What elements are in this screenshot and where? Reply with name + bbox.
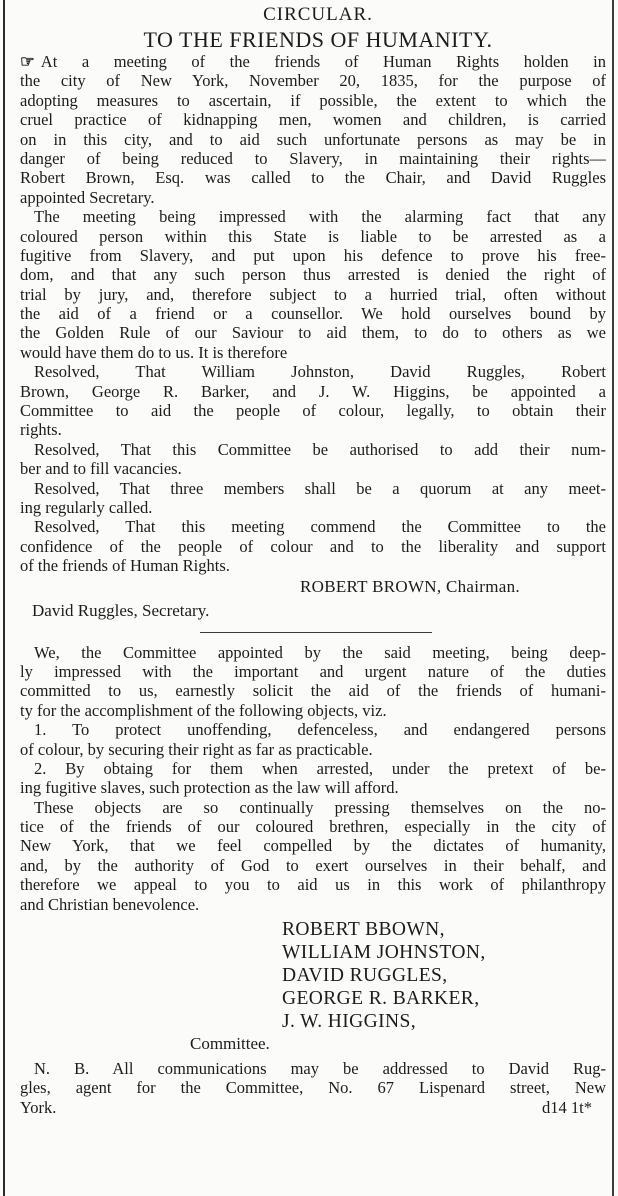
text-line: danger of being reduced to Slavery, in maintaining their rights— bbox=[20, 148, 606, 168]
section-divider bbox=[200, 632, 432, 633]
circular-article bbox=[20, 2, 606, 1117]
text-line: of colour, by securing their right as far as practicable. bbox=[20, 739, 373, 759]
text-line: of the friends of Human Rights. bbox=[20, 556, 230, 576]
signatory-name: ROBERT BBOWN, bbox=[282, 919, 445, 941]
text-line: committed to us, earnestly solicit the aid of the friends of humani- bbox=[20, 681, 606, 701]
resolution-commend bbox=[20, 517, 606, 575]
text-line: ing regularly called. bbox=[20, 497, 153, 517]
text-line: ing fugitive slaves, such protection as the law will afford. bbox=[20, 778, 399, 798]
text-line: the Golden Rule of our Saviour to aid them, to do to others as we bbox=[20, 323, 606, 343]
nb-final-row bbox=[20, 1098, 606, 1117]
text-line: therefore we appeal to you to aid us in this work of philanthropy bbox=[20, 875, 606, 895]
text-line: appointed Secretary. bbox=[20, 187, 155, 207]
text-line: New York, that we feel compelled by the dictates of humanity, bbox=[20, 836, 606, 856]
text-line: would have them do to us. It is therefore bbox=[20, 342, 288, 362]
impression-paragraph bbox=[20, 207, 606, 362]
nota-bene bbox=[20, 1059, 606, 1117]
committee-signatures bbox=[20, 918, 606, 1033]
signatory-name: GEORGE R. BARKER, bbox=[282, 988, 480, 1010]
text-line: confidence of the people of colour and to the liberality and support bbox=[20, 536, 606, 556]
chairman-signature: ROBERT BROWN, Chairman. bbox=[300, 576, 520, 596]
text-line: 1. To protect unoffending, defenceless, and endangered persons bbox=[34, 720, 606, 740]
text-line: ly impressed with the important and urgent nature of the duties bbox=[20, 661, 606, 681]
object-two bbox=[20, 759, 606, 798]
resolution-quorum bbox=[20, 479, 606, 518]
resolution-authorise bbox=[20, 440, 606, 479]
signatory-name: WILLIAM JOHNSTON, bbox=[282, 942, 486, 964]
text-line: We, the Committee appointed by the said meeting, being deep- bbox=[34, 642, 606, 662]
insertion-code: d14 1t* bbox=[542, 1097, 592, 1117]
right-column-rule bbox=[612, 0, 614, 1196]
text-line: The meeting being impressed with the alarming fact that any bbox=[34, 207, 606, 227]
text-line: and Christian benevolence. bbox=[20, 894, 200, 914]
text-line: fugitive from Slavery, and put upon his defence to prove his free- bbox=[20, 245, 606, 265]
text-line: on in this city, and to aid such unfortunate persons as may be in bbox=[20, 129, 606, 149]
text-line: the city of New York, November 20, 1835, for the purpose of bbox=[20, 71, 606, 91]
manicule-icon: ☞ bbox=[20, 52, 35, 71]
text-line: adopting measures to ascertain, if possible, the extent to which the bbox=[20, 90, 606, 110]
text-line: Resolved, That this meeting commend the Committee to the bbox=[34, 517, 606, 537]
left-column-rule bbox=[3, 0, 5, 1196]
text-line: Resolved, That this Committee be authorised to add their num- bbox=[34, 439, 606, 459]
text-line: tice of the friends of our coloured brethren, especially in the city of bbox=[20, 817, 606, 837]
text-line: Resolved, That three members shall be a quorum at any meet- bbox=[34, 478, 606, 498]
meeting-paragraph bbox=[20, 52, 606, 207]
text-line: rights. bbox=[20, 420, 62, 440]
circular-heading: CIRCULAR. bbox=[263, 4, 373, 25]
signatory-name: DAVID RUGGLES, bbox=[282, 965, 448, 987]
text-line: ☞ At a meeting of the friends of Human Rights holden in bbox=[20, 52, 606, 71]
text-line: coloured person within this State is liable to be arrested as a bbox=[20, 226, 606, 246]
text-line: Resolved, That William Johnston, David Ruggles, Robert bbox=[34, 362, 606, 382]
text-line: gles, agent for the Committee, No. 67 Lispenard street, New bbox=[20, 1078, 606, 1098]
text-line: ber and to fill vacancies. bbox=[20, 459, 182, 479]
object-one bbox=[20, 720, 606, 759]
committee-paragraph bbox=[20, 643, 606, 721]
text-line: the aid of a friend or a counsellor. We hold ourselves bound by bbox=[20, 304, 606, 324]
text-line: York. bbox=[20, 1097, 57, 1117]
article-title: TO THE FRIENDS OF HUMANITY. bbox=[143, 27, 493, 52]
text-line: cruel practice of kidnapping men, women and children, is carried bbox=[20, 110, 606, 130]
appeal-paragraph bbox=[20, 798, 606, 914]
signatory-name: J. W. HIGGINS, bbox=[282, 1011, 416, 1033]
text-line: 2. By obtaing for them when arrested, under the pretext of be- bbox=[34, 758, 606, 778]
text-line: dom, and that any such person thus arrested is denied the right of bbox=[20, 265, 606, 285]
text-line: N. B. All communications may be addressed to David Rug- bbox=[34, 1059, 606, 1079]
text-line: These objects are so continually pressing themselves on the no- bbox=[34, 797, 606, 817]
text-line: Robert Brown, Esq. was called to the Chair, and David Ruggles bbox=[20, 168, 606, 188]
text-line: trial by jury, and, therefore subject to a hurried trial, often without bbox=[20, 284, 606, 304]
text-line: ty for the accomplishment of the following objects, viz. bbox=[20, 700, 387, 720]
text-line: and, by the authority of God to exert ourselves in their behalf, and bbox=[20, 855, 606, 875]
committee-label: Committee. bbox=[190, 1034, 270, 1054]
text-line: Brown, George R. Barker, and J. W. Higgins, be appointed a bbox=[20, 381, 606, 401]
secretary-signature: David Ruggles, Secretary. bbox=[32, 600, 210, 620]
text-line: Committee to aid the people of colour, legally, to obtain their bbox=[20, 401, 606, 421]
resolution-committee bbox=[20, 362, 606, 440]
